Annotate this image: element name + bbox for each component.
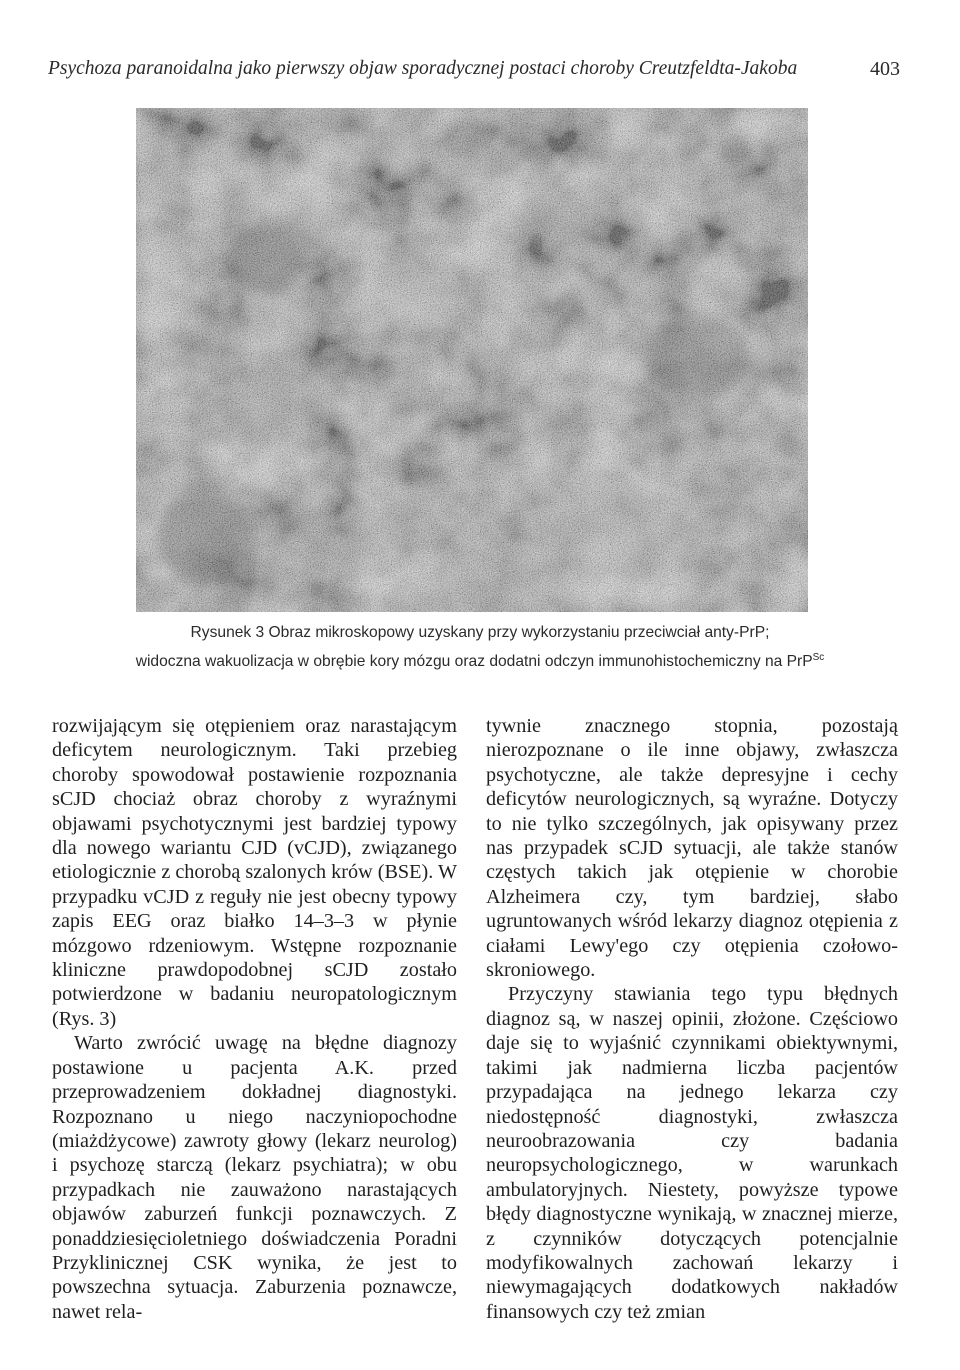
right-paragraph-2: Przyczyny stawiania tego typu błędnych diagnoz są, w naszej opinii, złożone. Częściowo daje się to wyjaśnić czynnikami obiektywnymi, takimi jak nadmierna liczba pacjentów przypadająca na jednego lekarza czy niedostępność diagnostyki, zwłaszcza neuroobrazowania czy badania neuropsychologicznego, w warunkach ambulatoryjnych. Niestety, powyższe typowe błędy diagnostyczne wynikają, w znacznej mierze, z czynników dotyczących potencjalnie modyfikowalnych zachowań lekarzy i niewymagających dodatkowych nakładów finansowych czy też zmian bbox=[486, 983, 898, 1323]
right-column bbox=[486, 714, 898, 1324]
caption-superscript: Sc bbox=[812, 652, 825, 663]
micrograph-image bbox=[136, 108, 808, 612]
caption-line-2-text: widoczna wakuolizacja w obrębie kory mózgu oraz dodatni odczyn immunohistochemiczny na PrP bbox=[135, 653, 813, 671]
caption-line-1: Rysunek 3 Obraz mikroskopowy uzyskany przy wykorzystaniu przeciwciał anty-PrP; bbox=[190, 624, 770, 641]
right-paragraph-1: tywnie znacznego stopnia, pozostają nierozpoznane o ile inne objawy, zwłaszcza psychotyczne, ale także depresyjne i cechy deficytów neurologicznych, są wyraźne. Dotyczy to nie tylko szczególnych, jak opisywany przez nas przypadek sCJD sytuacji, ale także stanów częstych takich jak otępienie w chorobie Alzheimera czy, tym bardziej, słabo ugruntowanych wśród lekarzy diagnoz otępienia z ciałami Lewy'ego czy otępienia czołowo-skroniowego. bbox=[486, 715, 898, 982]
left-paragraph-1: rozwijającym się otępieniem oraz narastającym deficytem neurologicznym. Taki przebieg choroby spowodował postawienie rozpoznania sCJD chociaż obraz choroby z wyraźnymi objawami psychotycznymi jest bardziej typowy dla nowego wariantu CJD (vCJD), związanego etiologicznie z chorobą szalonych krów (BSE). W przypadku vCJD z reguły nie jest obecny typowy zapis EEG oraz białko 14–3–3 w płynie mózgowo rdzeniowym. Wstępne rozpoznanie kliniczne prawdopodobnej sCJD zostało potwierdzone w badaniu neuropatologicznym (Rys. 3) bbox=[52, 715, 457, 1030]
caption-line-2 bbox=[60, 645, 900, 674]
page-number: 403 bbox=[870, 58, 900, 80]
figure-caption bbox=[60, 620, 900, 674]
micrograph-figure bbox=[136, 108, 808, 612]
running-title: Psychoza paranoidalna jako pierwszy objaw sporadycznej postaci choroby Creutzfeldta-Jakoba bbox=[48, 58, 798, 79]
left-paragraph-2: Warto zwrócić uwagę na błędne diagnozy postawione u pacjenta A.K. przed przeprowadzeniem dokładnej diagnostyki. Rozpoznano u niego naczyniopochodne (miażdżycowe) zawroty głowy (lekarz neurolog) i psychozę starczą (lekarz psychiatra); w obu przypadkach nie zauważono narastających objawów zaburzeń funkcji poznawczych. Z ponaddziesięcioletniego doświadczenia Poradni Przyklinicznej CSK wynika, że jest to powszechna sytuacja. Zaburzenia poznawcze, nawet rela- bbox=[52, 1032, 457, 1323]
left-column bbox=[52, 714, 457, 1324]
running-header bbox=[48, 58, 900, 88]
